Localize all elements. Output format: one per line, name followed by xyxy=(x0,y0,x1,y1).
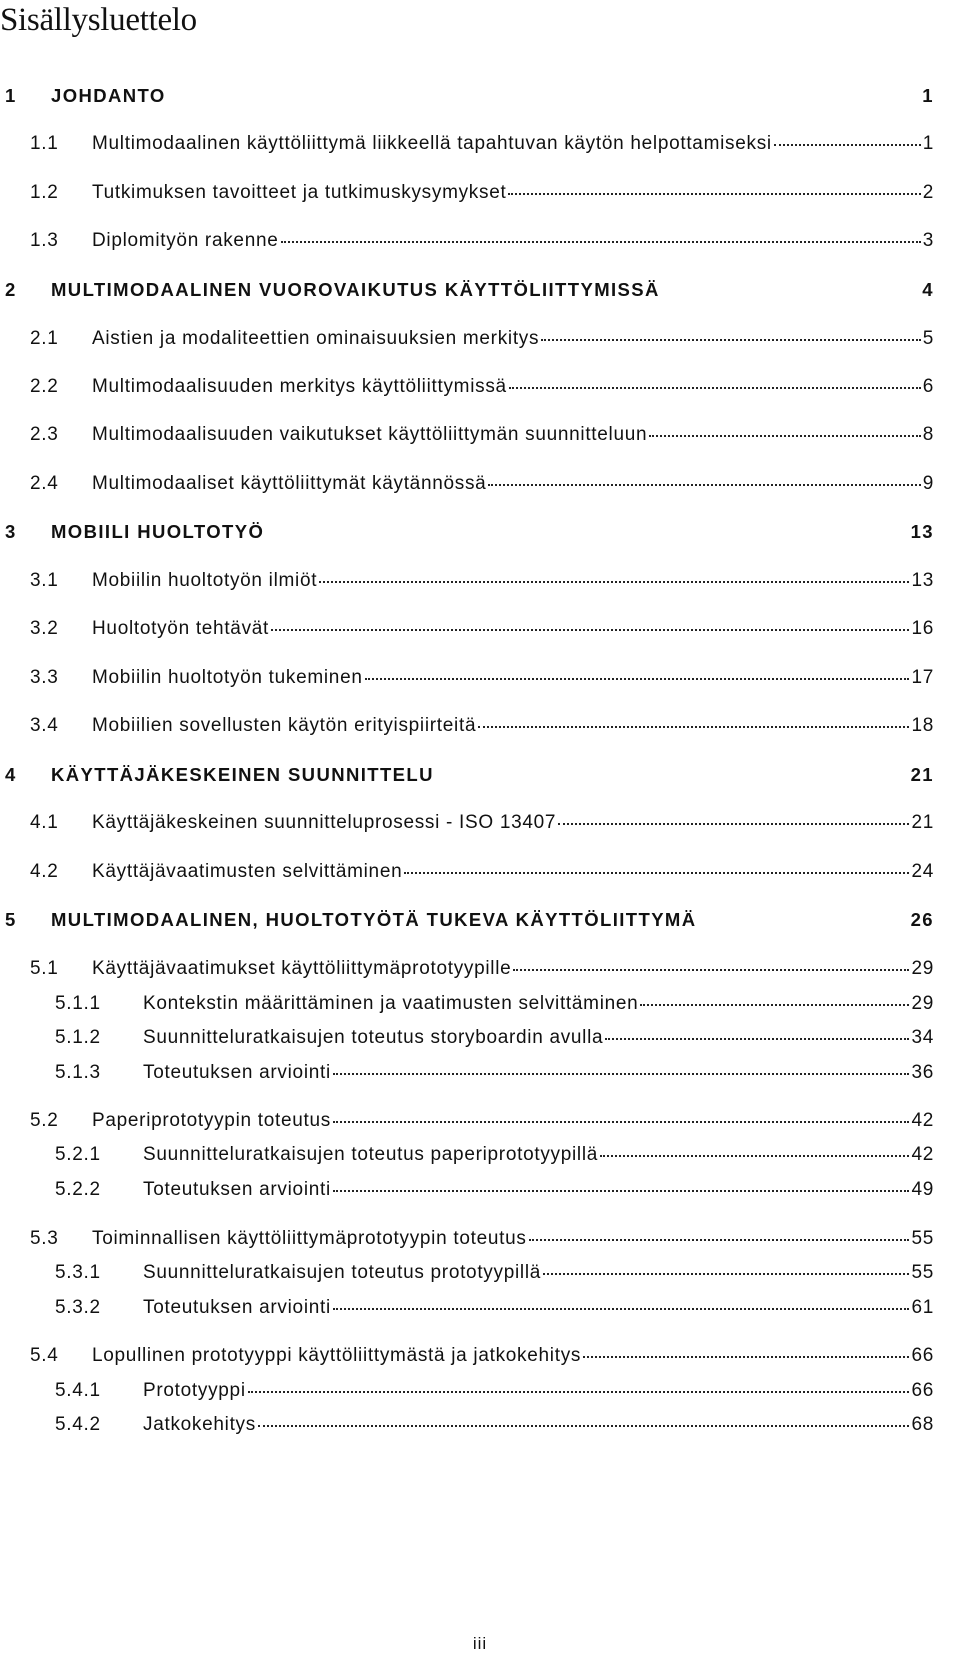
toc-entry-number: 5.1.3 xyxy=(55,1062,101,1083)
toc-entry-title: Tutkimuksen tavoitteet ja tutkimuskysymykset xyxy=(92,182,507,203)
toc-entry[interactable] xyxy=(30,860,934,884)
toc-entry-number: 5 xyxy=(5,909,17,930)
toc-dot-leader xyxy=(404,872,909,874)
toc-entry-number: 2 xyxy=(5,279,17,300)
toc-entry[interactable] xyxy=(55,1413,934,1437)
toc-entry-title: Kontekstin määrittäminen ja vaatimusten selvittäminen xyxy=(143,993,639,1014)
toc-entry-page: 29 xyxy=(911,958,934,979)
toc-entry-page: 17 xyxy=(911,667,934,688)
toc-entry-number: 1 xyxy=(5,85,17,106)
toc-dot-leader xyxy=(333,1121,910,1123)
toc-entry-page: 49 xyxy=(911,1179,934,1200)
toc-entry[interactable] xyxy=(55,1261,934,1285)
toc-entry-number: 2.1 xyxy=(30,328,59,349)
toc-entry-number: 5.3 xyxy=(30,1228,59,1249)
toc-entry[interactable] xyxy=(5,278,934,302)
toc-entry-number: 2.2 xyxy=(30,376,59,397)
toc-dot-leader xyxy=(281,241,921,243)
toc-dot-leader xyxy=(508,193,920,195)
toc-entry[interactable] xyxy=(5,908,934,932)
toc-entry-page: 68 xyxy=(911,1414,934,1435)
toc-entry-title: Toteutuksen arviointi xyxy=(143,1297,331,1318)
toc-entry[interactable] xyxy=(30,811,934,835)
toc-entry-number: 5.1.2 xyxy=(55,1027,101,1048)
toc-entry-title: MULTIMODAALINEN, HUOLTOTYÖTÄ TUKEVA KÄYTTÖLIITTYMÄ xyxy=(51,909,697,930)
toc-entry[interactable] xyxy=(30,617,934,641)
toc-entry-number: 4.2 xyxy=(30,861,59,882)
toc-dot-leader xyxy=(258,1425,910,1427)
toc-entry-title: Mobiilin huoltotyön tukeminen xyxy=(92,667,363,688)
toc-entry-title: Toiminnallisen käyttöliittymäprototyypin toteutus xyxy=(92,1228,527,1249)
toc-dot-leader xyxy=(248,1391,910,1393)
toc-entry-page: 21 xyxy=(911,812,934,833)
toc-entry[interactable] xyxy=(30,1227,934,1251)
toc-entry-title: Toteutuksen arviointi xyxy=(143,1179,331,1200)
toc-entry-title: Diplomityön rakenne xyxy=(92,230,279,251)
toc-entry[interactable] xyxy=(30,181,934,205)
toc-entry-number: 5.2.1 xyxy=(55,1144,101,1165)
toc-dot-leader xyxy=(509,387,921,389)
toc-dot-leader xyxy=(478,726,909,728)
toc-dot-leader xyxy=(333,1190,910,1192)
toc-entry-title: KÄYTTÄJÄKESKEINEN SUUNNITTELU xyxy=(51,764,434,785)
toc-entry-title: MULTIMODAALINEN VUOROVAIKUTUS KÄYTTÖLIITTYMISSÄ xyxy=(51,279,660,300)
toc-dot-leader xyxy=(365,678,910,680)
toc-entry-page: 36 xyxy=(911,1062,934,1083)
toc-entry[interactable] xyxy=(30,714,934,738)
toc-entry-number: 5.3.1 xyxy=(55,1262,101,1283)
toc-entry-page: 66 xyxy=(911,1380,934,1401)
toc-dot-leader xyxy=(543,1273,909,1275)
toc-entry-title: Multimodaalinen käyttöliittymä liikkeellä tapahtuvan käytön helpottamiseksi xyxy=(92,133,772,154)
toc-entry-page: 29 xyxy=(911,993,934,1014)
toc-entry-number: 2.3 xyxy=(30,424,59,445)
toc-entry-number: 1.1 xyxy=(30,133,59,154)
toc-entry-page: 18 xyxy=(911,715,934,736)
toc-entry-page: 2 xyxy=(922,182,934,203)
toc-entry-page: 3 xyxy=(922,230,934,251)
toc-dot-leader xyxy=(649,435,920,437)
toc-entry[interactable] xyxy=(30,132,934,156)
toc-entry[interactable] xyxy=(30,472,934,496)
toc-entry[interactable] xyxy=(30,327,934,351)
toc-entry-number: 5.2.2 xyxy=(55,1179,101,1200)
toc-entry-number: 1.2 xyxy=(30,182,59,203)
toc-entry-page: 6 xyxy=(922,376,934,397)
toc-entry-number: 5.1 xyxy=(30,958,59,979)
page-title: Sisällysluettelo xyxy=(0,2,197,38)
toc-entry[interactable] xyxy=(30,1344,934,1368)
toc-entry-page: 34 xyxy=(911,1027,934,1048)
toc-entry-title: Käyttäjävaatimukset käyttöliittymäprototyypille xyxy=(92,958,512,979)
toc-entry[interactable] xyxy=(30,423,934,447)
toc-entry-number: 5.4.2 xyxy=(55,1414,101,1435)
toc-entry-number: 5.2 xyxy=(30,1110,59,1131)
toc-entry-page: 13 xyxy=(911,570,934,591)
toc-entry[interactable] xyxy=(55,992,934,1016)
toc-dot-leader xyxy=(513,969,909,971)
toc-entry[interactable] xyxy=(30,1109,934,1133)
toc-entry-title: Jatkokehitys xyxy=(143,1414,256,1435)
toc-entry-page: 42 xyxy=(911,1144,934,1165)
toc-entry[interactable] xyxy=(30,569,934,593)
toc-entry-number: 4.1 xyxy=(30,812,59,833)
toc-entry-title: Aistien ja modaliteettien ominaisuuksien merkitys xyxy=(92,328,540,349)
toc-dot-leader xyxy=(558,823,909,825)
toc-entry-title: Lopullinen prototyyppi käyttöliittymästä ja jatkokehitys xyxy=(92,1345,582,1366)
toc-dot-leader xyxy=(600,1155,909,1157)
toc-entry[interactable] xyxy=(5,520,934,544)
toc-entry[interactable] xyxy=(30,229,934,253)
toc-entry-page: 4 xyxy=(922,279,934,300)
toc-entry-page: 5 xyxy=(922,328,934,349)
toc-entry-page: 13 xyxy=(910,521,934,542)
toc-entry[interactable] xyxy=(55,1061,934,1085)
toc-dot-leader xyxy=(333,1073,910,1075)
toc-entry-page: 1 xyxy=(922,133,934,154)
toc-entry-page: 8 xyxy=(922,424,934,445)
toc-entry-page: 26 xyxy=(910,909,934,930)
toc-entry-number: 5.1.1 xyxy=(55,993,101,1014)
toc-entry-page: 61 xyxy=(911,1297,934,1318)
toc-entry-title: Mobiilien sovellusten käytön erityispiirteitä xyxy=(92,715,477,736)
toc-dot-leader xyxy=(319,581,909,583)
toc-entry-title: Suunnitteluratkaisujen toteutus storyboardin avulla xyxy=(143,1027,604,1048)
page-number: iii xyxy=(472,1634,488,1653)
toc-entry-title: Multimodaalisuuden vaikutukset käyttöliittymän suunnitteluun xyxy=(92,424,648,445)
toc-entry[interactable] xyxy=(30,375,934,399)
toc-entry-page: 9 xyxy=(922,473,934,494)
toc-entry[interactable] xyxy=(5,84,934,108)
toc-dot-leader xyxy=(774,144,921,146)
toc-entry-page: 1 xyxy=(922,85,934,106)
toc-entry-title: Käyttäjäkeskeinen suunnitteluprosessi - ISO 13407 xyxy=(92,812,557,833)
toc-entry-title: MOBIILI HUOLTOTYÖ xyxy=(51,521,265,542)
toc-entry-number: 3.1 xyxy=(30,570,59,591)
toc-entry-number: 3.2 xyxy=(30,618,59,639)
toc-entry-page: 55 xyxy=(911,1228,934,1249)
toc-entry-page: 16 xyxy=(911,618,934,639)
toc-entry-number: 3.3 xyxy=(30,667,59,688)
toc-dot-leader xyxy=(541,339,921,341)
toc-entry-page: 66 xyxy=(911,1345,934,1366)
toc-dot-leader xyxy=(333,1308,910,1310)
toc-entry-number: 4 xyxy=(5,764,17,785)
toc-entry[interactable] xyxy=(55,1379,934,1403)
toc-entry-title: Suunnitteluratkaisujen toteutus prototyypillä xyxy=(143,1262,542,1283)
toc-entry-title: Multimodaalisuuden merkitys käyttöliittymissä xyxy=(92,376,507,397)
toc-entry-title: Multimodaaliset käyttöliittymät käytännössä xyxy=(92,473,487,494)
toc-entry[interactable] xyxy=(55,1178,934,1202)
toc-entry[interactable] xyxy=(30,957,934,981)
toc-entry-number: 5.4 xyxy=(30,1345,59,1366)
toc-entry-title: Suunnitteluratkaisujen toteutus paperiprototyypillä xyxy=(143,1144,599,1165)
toc-dot-leader xyxy=(488,484,920,486)
toc-entry-number: 5.3.2 xyxy=(55,1297,101,1318)
toc-dot-leader xyxy=(605,1038,909,1040)
toc-entry-number: 3.4 xyxy=(30,715,59,736)
toc-entry-title: Toteutuksen arviointi xyxy=(143,1062,331,1083)
toc-entry-number: 5.4.1 xyxy=(55,1380,101,1401)
toc-entry-title: Prototyyppi xyxy=(143,1380,246,1401)
toc-entry-title: Mobiilin huoltotyön ilmiöt xyxy=(92,570,318,591)
toc-entry[interactable] xyxy=(55,1026,934,1050)
toc-dot-leader xyxy=(583,1356,909,1358)
toc-entry-number: 3 xyxy=(5,521,17,542)
toc-entry-number: 2.4 xyxy=(30,473,59,494)
toc-entry[interactable] xyxy=(5,763,934,787)
toc-entry-page: 24 xyxy=(911,861,934,882)
toc-entry-page: 42 xyxy=(911,1110,934,1131)
toc-entry[interactable] xyxy=(30,666,934,690)
toc-entry-page: 55 xyxy=(911,1262,934,1283)
toc-entry-title: Käyttäjävaatimusten selvittäminen xyxy=(92,861,403,882)
toc-entry-page: 21 xyxy=(910,764,934,785)
toc-dot-leader xyxy=(271,629,909,631)
toc-entry-title: Huoltotyön tehtävät xyxy=(92,618,270,639)
toc-dot-leader xyxy=(640,1004,909,1006)
toc-entry-title: JOHDANTO xyxy=(51,85,166,106)
toc-entry-title: Paperiprototyypin toteutus xyxy=(92,1110,331,1131)
toc-entry[interactable] xyxy=(55,1143,934,1167)
toc-entry[interactable] xyxy=(55,1296,934,1320)
toc-entry-number: 1.3 xyxy=(30,230,59,251)
toc-dot-leader xyxy=(529,1239,910,1241)
